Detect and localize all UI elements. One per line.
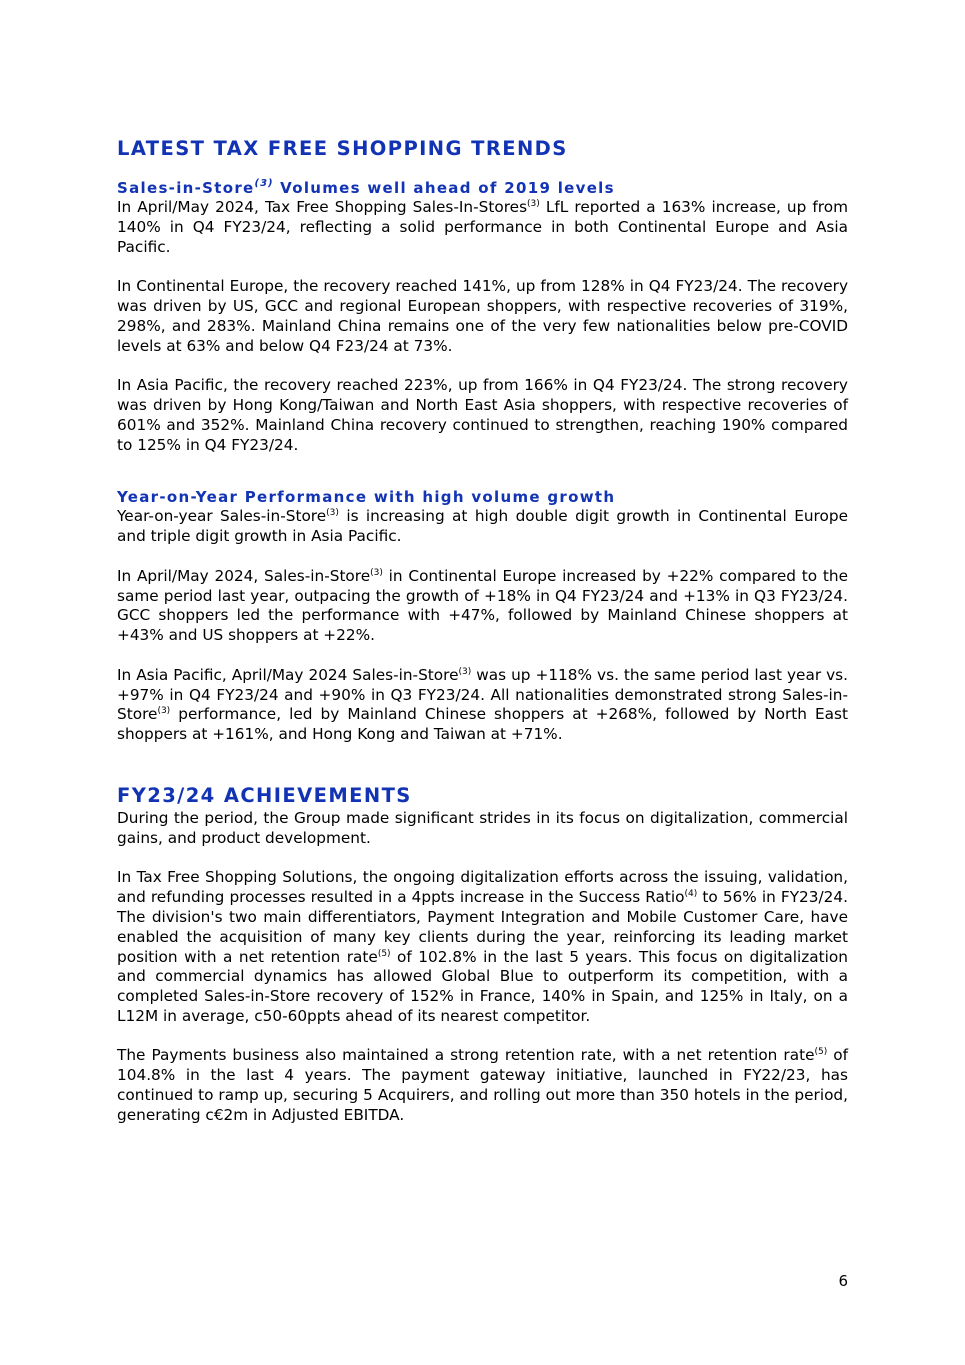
text-run: The Payments business also maintained a strong retention rate, with a net retention rate (117, 1046, 815, 1065)
document-page (117, 136, 848, 1126)
text-run: LfL reported a 163% increase, up from 140% in Q4 FY23/24, reflecting a solid performance in both Continental Europe and Asia Pacific. (117, 198, 848, 256)
text-run: In April/May 2024, Sales-in-Store (117, 566, 371, 585)
subheading-sales-in-store-volumes (117, 178, 848, 198)
text-run: Year-on-year Sales-in-Store (117, 507, 327, 526)
text-run: is increasing at high double digit growth in Continental Europe and triple digit growth in Asia Pacific. (117, 507, 848, 546)
footnote-ref: (3) (157, 706, 171, 717)
text-run: In Asia Pacific, April/May 2024 Sales-in-Store (117, 665, 459, 684)
text-run: was up +118% vs. the same period last year vs. +97% in Q4 FY23/24 and +90% in Q3 FY23/24. All nationalities demonstrated strong Sales-in-Store (117, 665, 848, 724)
paragraph: In Continental Europe, the recovery reached 141%, up from 128% in Q4 FY23/24. The recovery was driven by US, GCC and regional European shoppers, with respective recoveries of 319%, 298%, and 283%. Mainland China remains one of the very few nationalities below pre-COVID levels at 63% and below Q4 F23/24 at 73%. (117, 277, 848, 355)
subheading-yoy-performance: Year-on-Year Performance with high volume growth (117, 488, 616, 507)
paragraph (117, 567, 848, 646)
text-run: of 104.8% in the last 4 years. The payment gateway initiative, launched in FY22/23, has continued to ramp up, securing 5 Acquirers, and rolling out more than 350 hotels in the period, generating c€2m in Adjusted EBITDA. (117, 1046, 848, 1124)
footnote-ref: (3) (458, 666, 472, 677)
footnote-ref: (3) (527, 199, 540, 209)
paragraph: During the period, the Group made significant strides in its focus on digitalization, commercial gains, and product development. (117, 808, 848, 847)
subheading-text: Sales-in-Store (117, 179, 255, 197)
footnote-ref: (5) (377, 948, 391, 959)
paragraph (117, 666, 848, 745)
text-run: of 102.8% in the last 5 years. This focus on digitalization and commercial dynamics has allowed Global Blue to outperform its competition, with a completed Sales-in-Store recovery of 152% in France, 140% in Spain, and 125% in Italy, on a L12M in average, c50-60ppts ahead of its nearest competitor. (117, 947, 848, 1025)
text-run: in Continental Europe increased by +22% compared to the same period last year, outpacing the growth of +18% in Q4 FY23/24 and +13% in Q3 FY23/24. GCC shoppers led the performance with +47%, followed by Mainland Chinese shoppers at +43% and US shoppers at +22%. (117, 566, 848, 645)
text-run: to 56% in FY23/24. The division's two main differentiators, Payment Integration and Mobile Customer Care, have enabled the acquisition of many key clients during the year, reinforcing its leading market position with a net retention rate (117, 888, 849, 966)
text-run: In April/May 2024, Tax Free Shopping Sales-In-Stores (117, 198, 528, 216)
footnote-ref: (5) (814, 1047, 828, 1058)
paragraph (117, 198, 848, 257)
text-run: performance, led by Mainland Chinese shoppers at +268%, followed by North East shoppers at +161%, and Hong Kong and Taiwan at +71%. (117, 705, 848, 744)
section-title-fy-achievements: FY23/24 ACHIEVEMENTS (117, 783, 412, 807)
paragraph: In Asia Pacific, the recovery reached 223%, up from 166% in Q4 FY23/24. The strong recovery was driven by Hong Kong/Taiwan and North East Asia shoppers, with respective recoveries of 601% and 352%. Mainland China recovery continued to strengthen, reaching 190% compared to 125% in Q4 FY23/24. (117, 376, 848, 454)
footnote-ref: (3) (370, 567, 383, 578)
footnote-ref: (4) (684, 889, 698, 900)
text-run: In Tax Free Shopping Solutions, the ongoing digitalization efforts across the issuing, validation, and refunding processes resulted in a 4ppts increase in the Success Ratio (117, 868, 848, 907)
footnote-ref: (3) (254, 178, 274, 189)
page-number: 6 (838, 1272, 848, 1290)
paragraph (117, 868, 848, 1026)
footnote-ref: (3) (326, 508, 339, 519)
section-title-tax-free-trends: LATEST TAX FREE SHOPPING TRENDS (117, 137, 568, 160)
subheading-text: Volumes well ahead of 2019 levels (273, 179, 615, 197)
paragraph (117, 507, 848, 547)
paragraph (117, 1046, 848, 1125)
